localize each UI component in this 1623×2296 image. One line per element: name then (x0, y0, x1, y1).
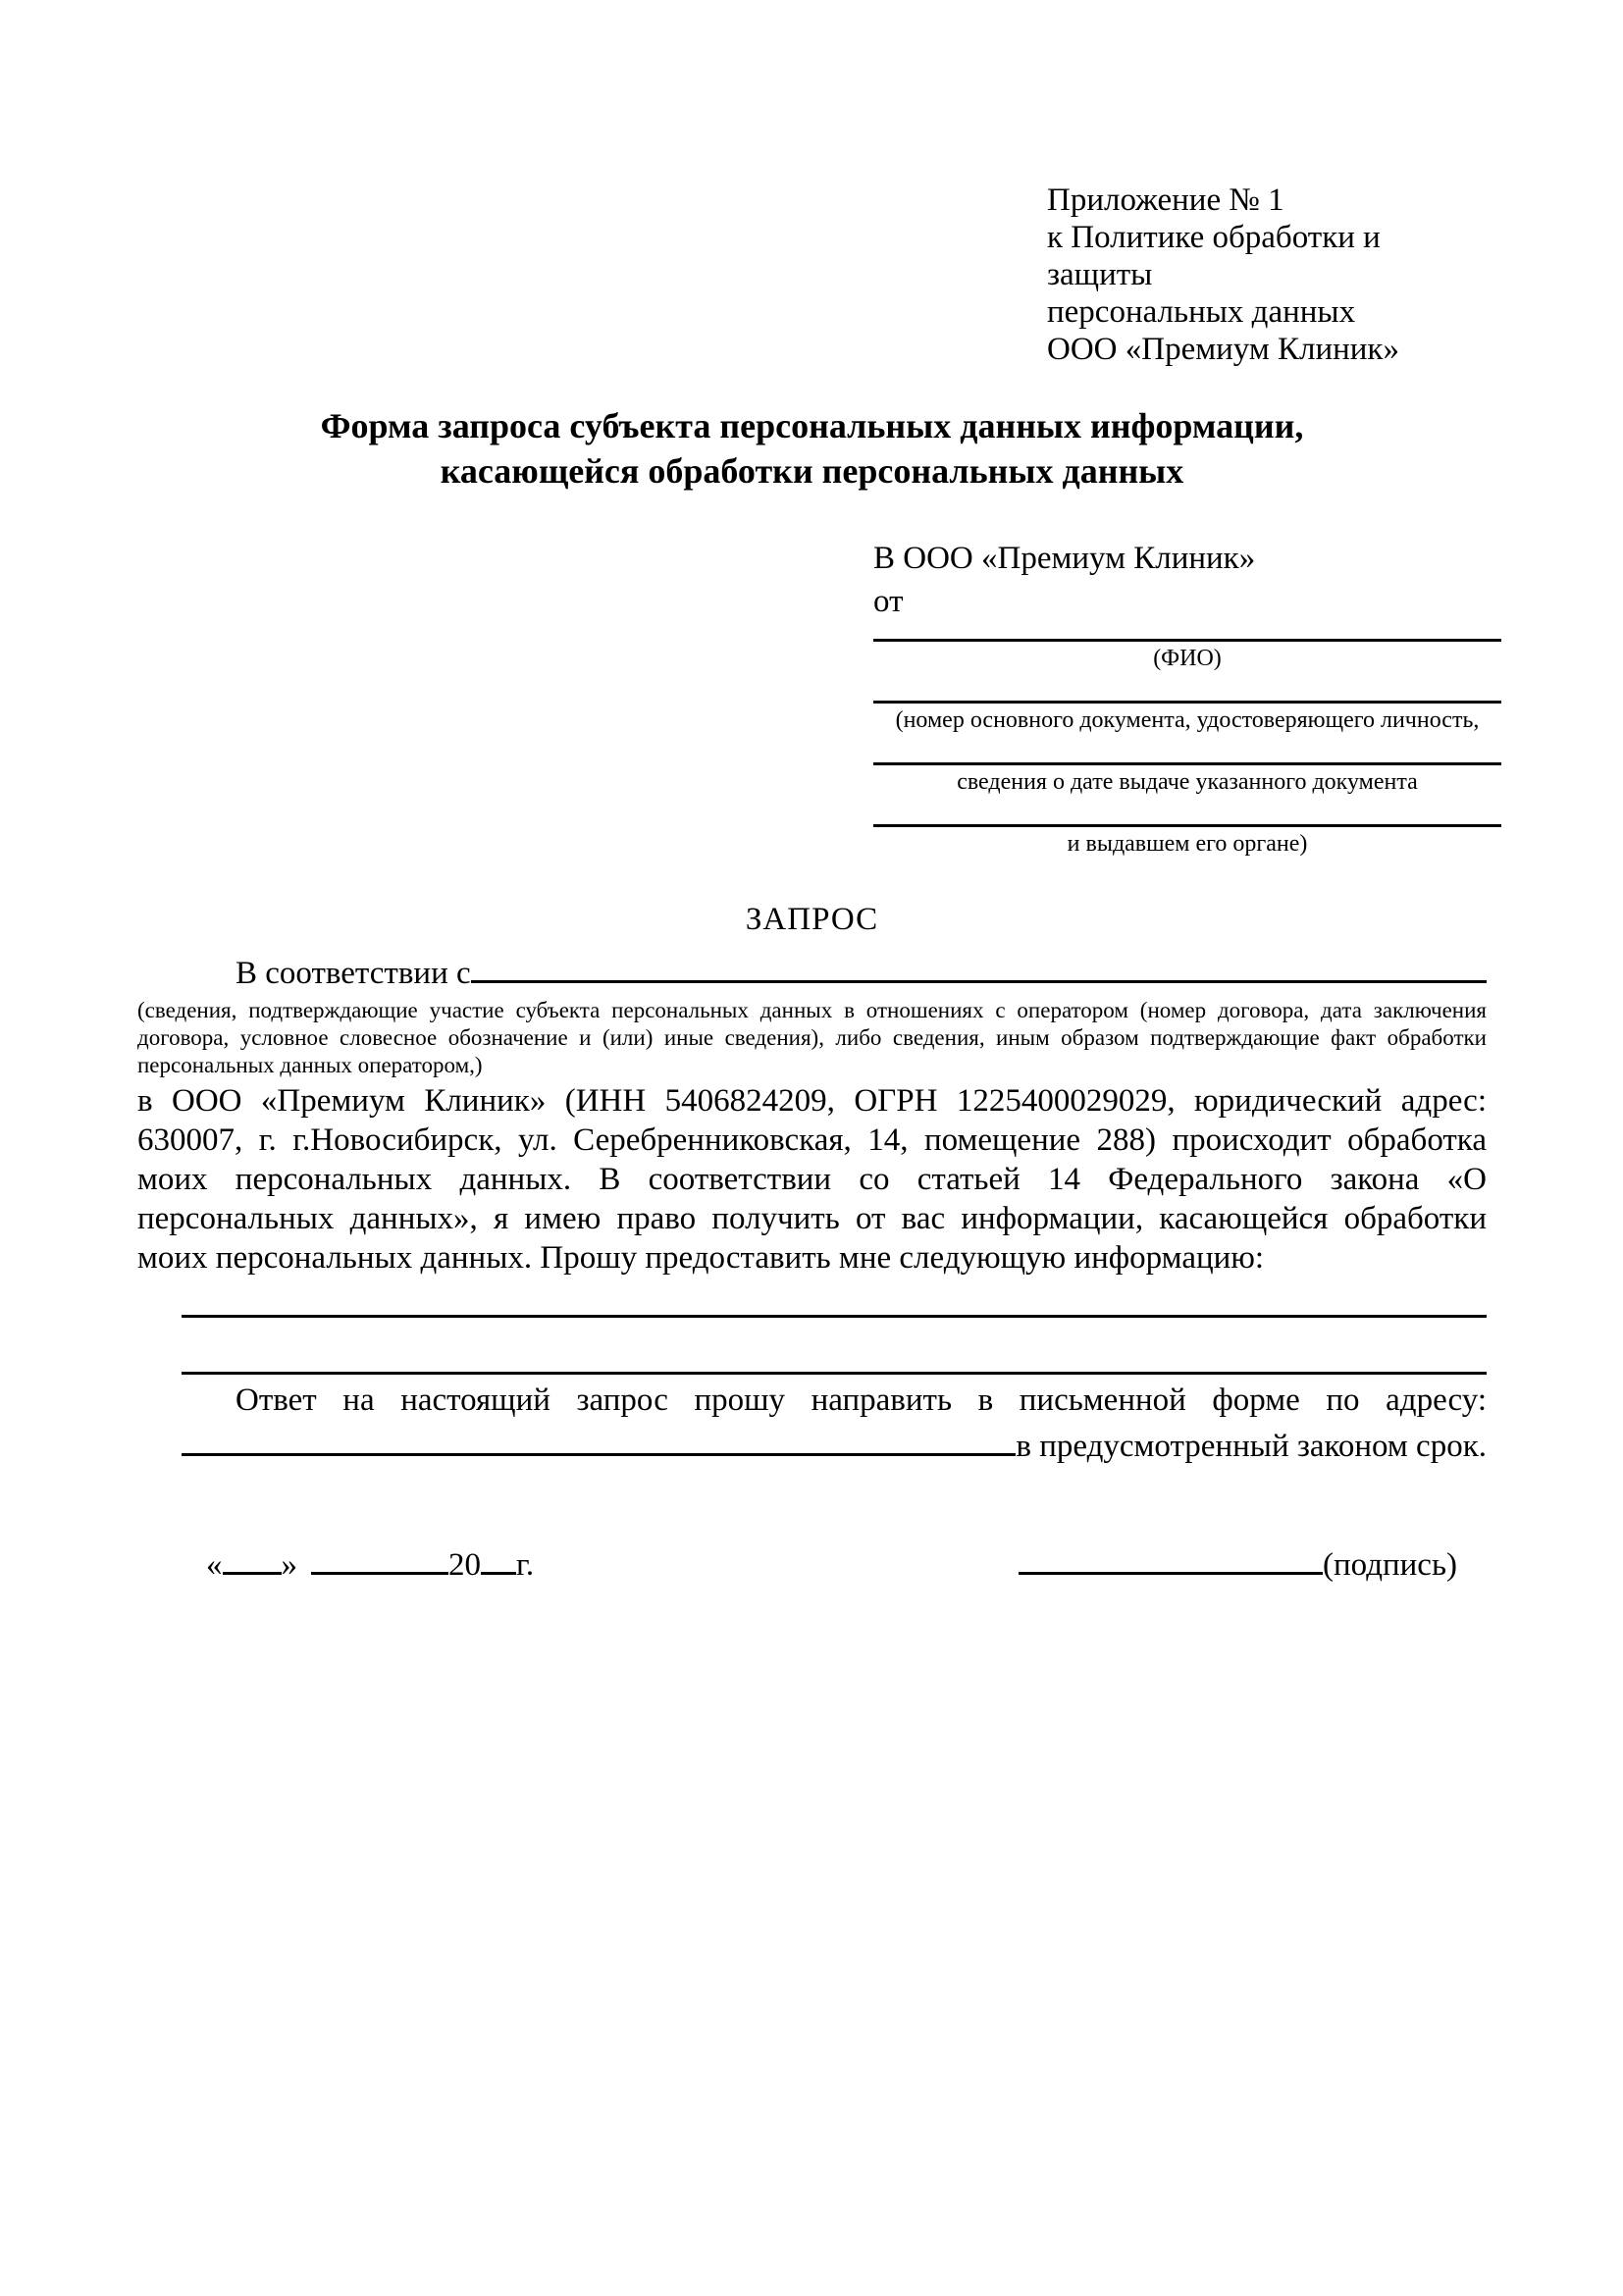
date-group (206, 1542, 534, 1585)
date-close-quote: » (281, 1547, 297, 1583)
appendix-line: ООО «Премиум Клиник» (1047, 332, 1399, 367)
date-year-suffix: г. (516, 1547, 535, 1583)
document-title (137, 403, 1487, 494)
address-blank-line (182, 1420, 1016, 1456)
fio-field-label: (ФИО) (1153, 646, 1222, 671)
information-blank-line-2 (182, 1372, 1487, 1375)
date-month-blank-line (311, 1542, 448, 1575)
request-heading: ЗАПРОС (745, 902, 879, 937)
issue-date-field-label: сведения о дате выдаче указанного документа (957, 769, 1418, 795)
addressee-block (873, 537, 1501, 859)
document-number-field-label: (номер основного документа, удостоверяющего личность, (895, 707, 1480, 733)
sign-row (137, 1542, 1487, 1585)
appendix-line: персональных данных (1047, 294, 1356, 330)
answer-sentence: Ответ на настоящий запрос прошу направить в письменной форме по адресу: (236, 1383, 1487, 1418)
date-day-blank-line (223, 1542, 282, 1575)
addressee-to: В ООО «Премиум Клиник» (873, 541, 1256, 576)
addressee-from: от (873, 584, 904, 619)
appendix-line: Приложение № 1 (1047, 183, 1284, 218)
accordance-prefix: В соответствии с (236, 956, 471, 991)
accordance-note: (сведения, подтверждающие участие субъекта персональных данных в отношениях с оператором (номер договора, дата заключения договора, условное словесное обозначение и (или) иные сведения), либо сведения, иным образом подтверждающие факт обработки персональных данных оператором,) (137, 998, 1487, 1077)
issue-date-field (873, 762, 1501, 797)
document-number-field (873, 701, 1501, 735)
accordance-blank-line (471, 947, 1487, 983)
document-title-line: Форма запроса субъекта персональных данных информации, (320, 406, 1304, 445)
accordance-row (137, 947, 1487, 993)
date-year-prefix: 20 (448, 1547, 481, 1583)
body-paragraph: в ООО «Премиум Клиник» (ИНН 5406824209, ОГРН 1225400029029, юридический адрес: 630007, г. г.Новосибирск, ул. Серебренниковская, 14, помещение 288) происходит обработка моих персональных данных. В соответствии со статьей 14 Федерального закона «О персональных данных», я имею право получить от вас информации, касающейся обработки моих персональных данных. Прошу предоставить мне следующую информацию: (137, 1083, 1487, 1276)
appendix-line: к Политике обработки и защиты (1047, 220, 1381, 292)
signature-blank-line (1019, 1542, 1323, 1575)
signature-group (1019, 1542, 1457, 1585)
issuing-authority-field (873, 824, 1501, 859)
answer-suffix: в предусмотренный законом срок. (1016, 1429, 1487, 1464)
document-title-line: касающейся обработки персональных данных (440, 451, 1184, 491)
issuing-authority-field-label: и выдавшем его органе) (1067, 831, 1308, 857)
fio-field (873, 639, 1501, 673)
appendix-header (1047, 182, 1487, 368)
date-open-quote: « (206, 1547, 223, 1583)
signature-label: (подпись) (1323, 1547, 1457, 1583)
information-blank-line-1 (182, 1315, 1487, 1318)
date-year-blank-line (481, 1542, 516, 1575)
answer-suffix-row (182, 1420, 1487, 1466)
